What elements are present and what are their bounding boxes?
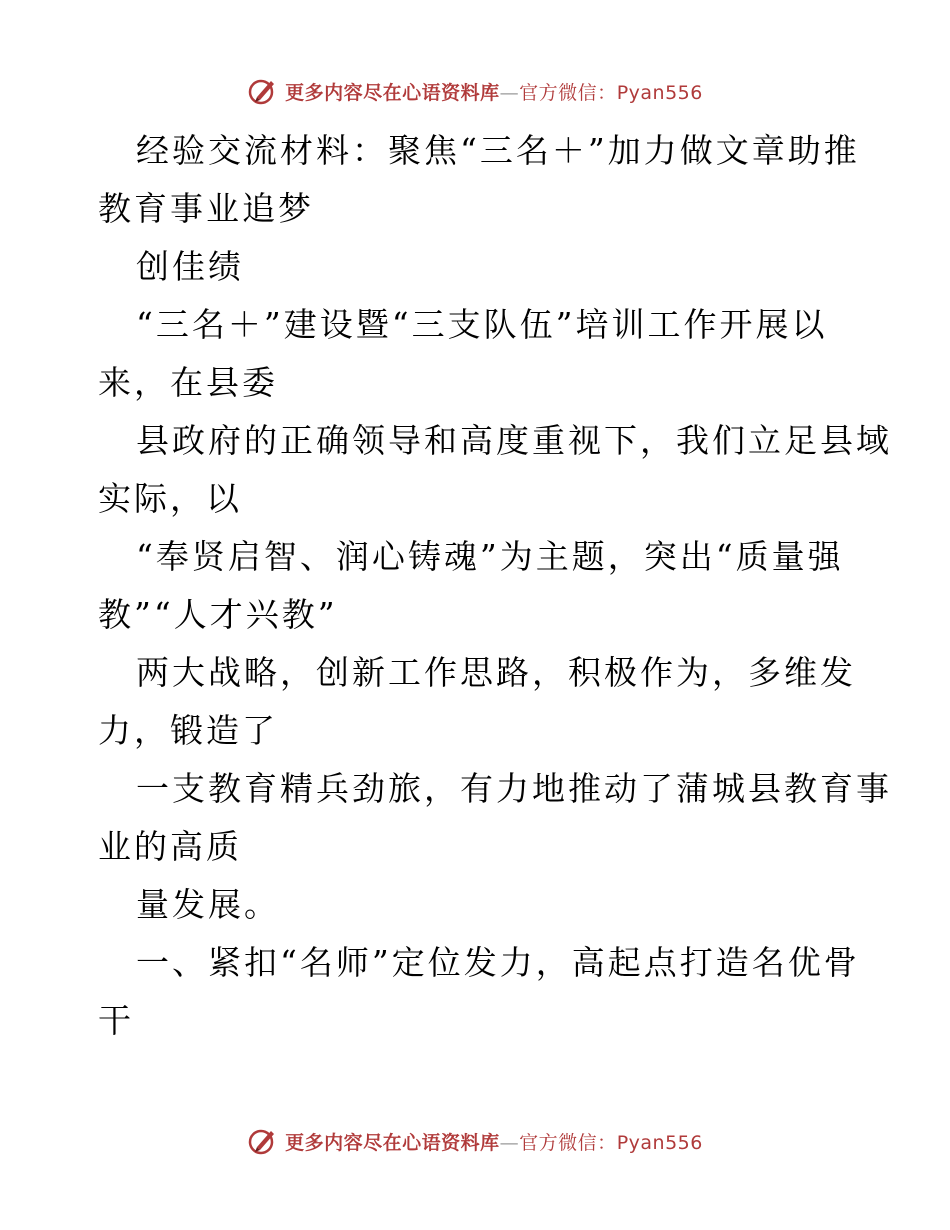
text-line: 来，在县委 — [98, 363, 278, 402]
watermark-account: Pyan556 — [616, 81, 703, 104]
watermark-text — [285, 78, 703, 105]
text-line: 经验交流材料：聚焦“三名＋”加力做文章助推 — [136, 131, 860, 170]
watermark-separator: — — [499, 81, 520, 104]
text-line: 教”“人才兴教” — [98, 595, 338, 634]
watermark-label: 官方微信： — [519, 1131, 617, 1154]
text-line: 创佳绩 — [136, 247, 244, 286]
text-line: 教育事业追梦 — [98, 189, 314, 228]
text-line: 量发展。 — [136, 885, 280, 924]
watermark-label: 官方微信： — [519, 81, 617, 104]
text-line: 一、紧扣“名师”定位发力，高起点打造名优骨 — [136, 943, 860, 982]
footer-watermark — [0, 1121, 950, 1161]
pen-logo-icon — [247, 75, 279, 107]
watermark-separator: — — [499, 1131, 520, 1154]
watermark-brand: 更多内容尽在心语资料库 — [285, 81, 500, 104]
text-line: 两大战略，创新工作思路，积极作为，多维发 — [136, 653, 856, 692]
watermark-account: Pyan556 — [616, 1131, 703, 1154]
text-line: “三名＋”建设暨“三支队伍”培训工作开展以 — [136, 305, 828, 344]
text-line: 干 — [98, 1001, 134, 1040]
text-line: 业的高质 — [98, 827, 242, 866]
watermark-text — [285, 1128, 703, 1155]
text-line: 一支教育精兵劲旅，有力地推动了蒲城县教育事 — [136, 769, 892, 808]
text-line: 实际，以 — [98, 479, 242, 518]
text-line: “奉贤启智、润心铸魂”为主题，突出“质量强 — [136, 537, 844, 576]
watermark-brand: 更多内容尽在心语资料库 — [285, 1131, 500, 1154]
text-line: 县政府的正确领导和高度重视下，我们立足县域 — [136, 421, 892, 460]
header-watermark — [0, 71, 950, 111]
text-line: 力，锻造了 — [98, 711, 278, 750]
document-body — [98, 122, 892, 1050]
pen-logo-icon — [247, 1125, 279, 1157]
